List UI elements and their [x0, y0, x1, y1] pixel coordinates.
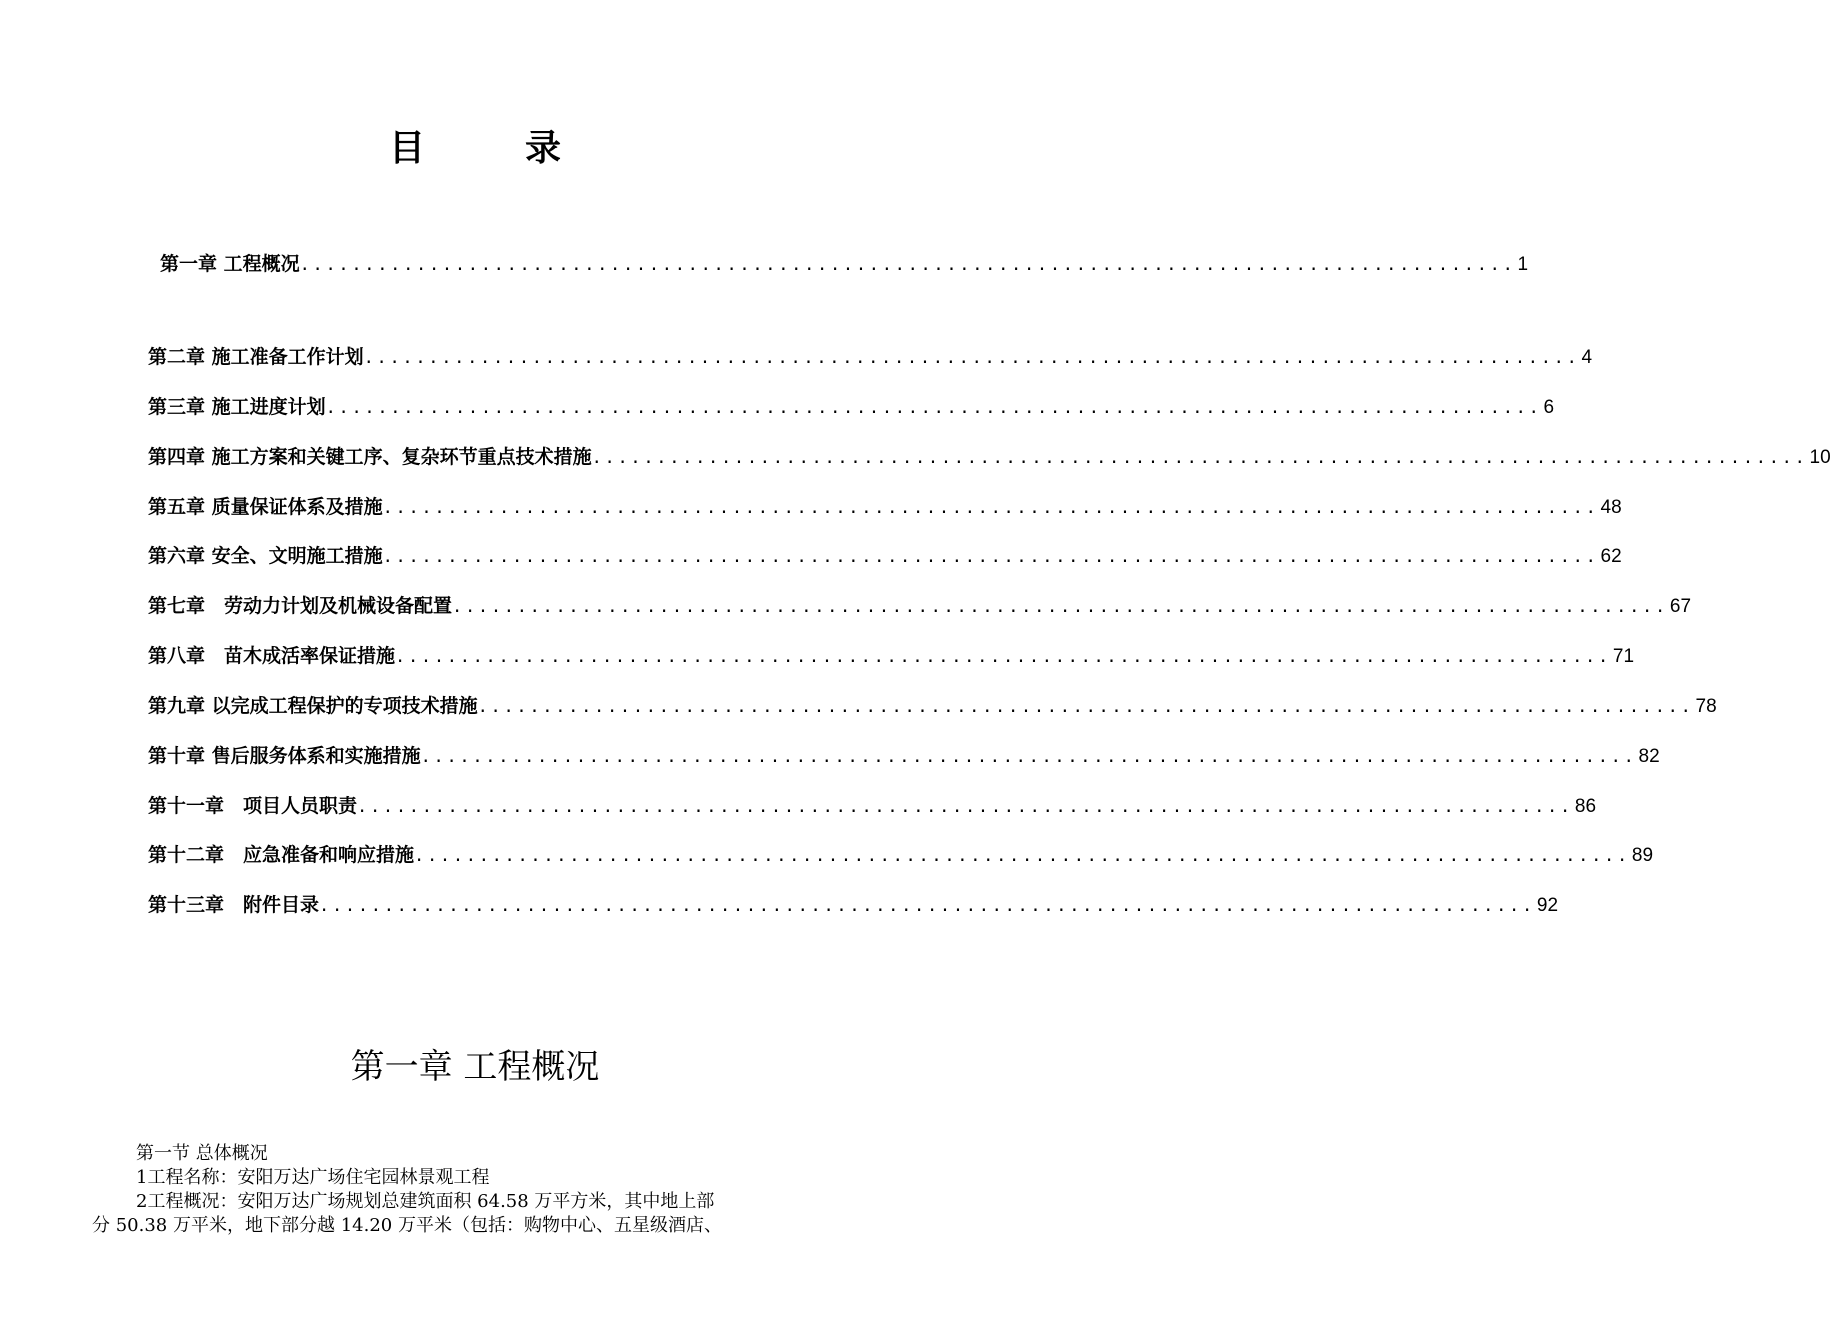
toc-entry[interactable] — [148, 593, 1692, 620]
toc-entry[interactable] — [148, 693, 1717, 720]
toc-leader-dots: .............................................................................................. — [395, 647, 1611, 667]
toc-entry-page: 86 — [1574, 796, 1597, 817]
toc-entry[interactable] — [148, 842, 1654, 869]
toc-entry-label: 第四章 施工方案和关键工序、复杂环节重点技术措施 — [148, 446, 592, 468]
toc-title — [0, 126, 950, 172]
toc-leader-dots: .............................................................................................. — [325, 398, 1542, 418]
toc-entry-label: 第七章 劳动力计划及机械设备配置 — [148, 595, 453, 617]
paragraph-project-name: 1工程名称：安阳万达广场住宅园林景观工程 — [136, 1167, 490, 1188]
toc-entry[interactable] — [148, 643, 1635, 670]
toc-entry-page: 1 — [1517, 254, 1529, 275]
toc-entry[interactable] — [148, 543, 1622, 570]
toc-title-char-1: 目 — [388, 128, 425, 169]
toc-leader-dots: .............................................................................................. — [420, 747, 1637, 767]
toc-entry-label: 第一章 工程概况 — [160, 253, 300, 275]
toc-leader-dots: .............................................................................................. — [319, 896, 1535, 916]
toc-entry-label: 第二章 施工准备工作计划 — [148, 346, 364, 368]
toc-entry-page: 78 — [1695, 696, 1717, 717]
toc-leader-dots: .............................................................................................. — [299, 255, 1516, 275]
toc-entry-label: 第十三章 附件目录 — [148, 894, 320, 916]
toc-entry-page: 82 — [1638, 746, 1660, 767]
toc-leader-dots: .............................................................................................. — [452, 597, 1668, 617]
toc-title-char-2: 录 — [525, 128, 562, 169]
toc-entry-label: 第九章 以完成工程保护的专项技术措施 — [148, 695, 478, 717]
toc-leader-dots: .............................................................................................. — [382, 547, 1599, 567]
toc-entry-label: 第八章 苗木成活率保证措施 — [148, 645, 396, 667]
toc-entry-page: 89 — [1631, 845, 1654, 866]
toc-leader-dots: .............................................................................................. — [414, 846, 1630, 866]
toc-entry-page: 62 — [1600, 546, 1622, 567]
toc-entry-label: 第六章 安全、文明施工措施 — [148, 545, 383, 567]
section-heading: 第一节 总体概况 — [136, 1143, 268, 1164]
toc-entry-label: 第十二章 应急准备和响应措施 — [148, 844, 415, 866]
toc-entry[interactable] — [148, 394, 1555, 421]
toc-leader-dots: .............................................................................................. — [363, 348, 1580, 368]
toc-entry[interactable] — [148, 494, 1622, 521]
toc-entry-page: 67 — [1669, 596, 1692, 617]
toc-entry[interactable] — [148, 743, 1660, 770]
toc-entry-label: 第五章 质量保证体系及措施 — [148, 496, 383, 518]
toc-entry-label: 第十一章 项目人员职责 — [148, 795, 358, 817]
paragraph-overview-line-2: 分 50.38 万平米，地下部分越 14.20 万平米（包括：购物中心、五星级酒店、 — [92, 1215, 722, 1236]
toc-leader-dots: .............................................................................................. — [382, 498, 1599, 518]
toc-entry[interactable] — [148, 892, 1559, 919]
toc-entry-label: 第三章 施工进度计划 — [148, 396, 326, 418]
toc-entry[interactable] — [160, 251, 1529, 278]
toc-leader-dots: .............................................................................................. — [357, 797, 1573, 817]
toc-entry-page: 92 — [1536, 895, 1559, 916]
toc-entry-page: 4 — [1581, 347, 1593, 368]
toc-entry[interactable] — [148, 344, 1593, 371]
toc-entry-page: 71 — [1612, 646, 1635, 667]
toc-entry[interactable] — [148, 444, 1831, 471]
chapter-heading: 第一章 工程概况 — [350, 1047, 600, 1087]
paragraph-overview-line-1: 2工程概况：安阳万达广场规划总建筑面积 64.58 万平方米，其中地上部 — [136, 1191, 715, 1212]
toc-entry-page: 6 — [1543, 397, 1555, 418]
toc-entry-label: 第十章 售后服务体系和实施措施 — [148, 745, 421, 767]
toc-entry-page: 10 — [1809, 447, 1831, 468]
toc-entry[interactable] — [148, 793, 1597, 820]
toc-leader-dots: .............................................................................................. — [477, 697, 1694, 717]
toc-leader-dots: .............................................................................................. — [591, 448, 1808, 468]
toc-entry-page: 48 — [1600, 497, 1622, 518]
